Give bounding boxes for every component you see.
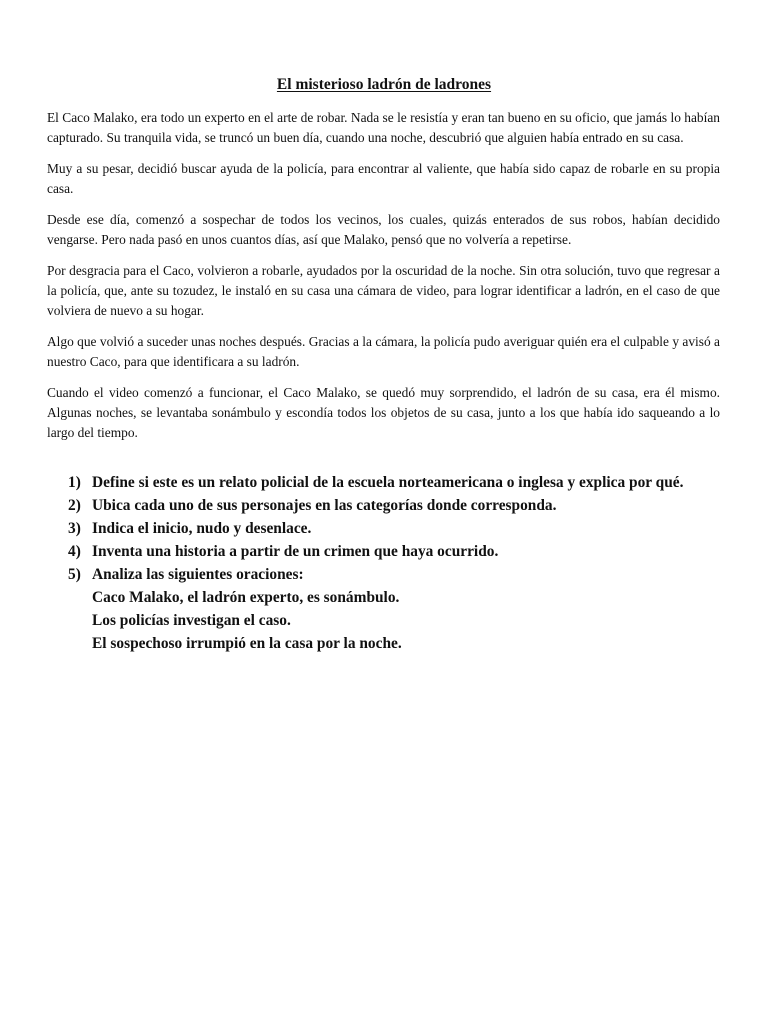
- question-number: 2): [68, 497, 81, 514]
- story-paragraph-6: Cuando el video comenzó a funcionar, el Caco Malako, se quedó muy sorprendido, el ladrón de su casa, era él mismo. Algunas noches, se levantaba sonámbulo y escondía todos los objetos de su casa, junto a los que había ido saqueando a lo largo del tiempo.: [47, 385, 720, 440]
- question-text: Define si este es un relato policial de la escuela norteamericana o inglesa y explica por qué.: [92, 474, 684, 491]
- question-number: 4): [68, 543, 81, 560]
- document-title: El misterioso ladrón de ladrones: [276, 76, 492, 93]
- question-4: [68, 540, 722, 563]
- analysis-sentence-3: El sospechoso irrumpió en la casa por la noche.: [92, 635, 402, 652]
- question-number: 3): [68, 520, 81, 537]
- story-body: [47, 108, 720, 454]
- question-text: Ubica cada uno de sus personajes en las categorías donde corresponda.: [92, 497, 557, 514]
- story-paragraph-3: Desde ese día, comenzó a sospechar de todos los vecinos, los cuales, quizás enterados de sus robos, habían decidido vengarse. Pero nada pasó en unos cuantos días, así que Malako, pensó que no volvería a repetirse.: [47, 212, 720, 247]
- question-1: [68, 471, 722, 494]
- analysis-sentence-2: Los policías investigan el caso.: [92, 612, 291, 629]
- questions-list: [68, 471, 722, 655]
- question-5: [68, 563, 722, 655]
- story-paragraph-4: Por desgracia para el Caco, volvieron a robarle, ayudados por la oscuridad de la noche. Sin otra solución, tuvo que regresar a la policía, que, ante su tozudez, le instaló en su casa una cámara de video, para lograr identificar a ladrón, en el caso de que volviera de nuevo a su hogar.: [47, 263, 720, 318]
- question-number: 5): [68, 566, 81, 583]
- story-paragraph-5: Algo que volvió a suceder unas noches después. Gracias a la cámara, la policía pudo averiguar quién era el culpable y avisó a nuestro Caco, para que identificara a su ladrón.: [47, 334, 720, 369]
- question-text: Inventa una historia a partir de un crimen que haya ocurrido.: [92, 543, 499, 560]
- question-text: Indica el inicio, nudo y desenlace.: [92, 520, 312, 537]
- question-number: 1): [68, 474, 81, 491]
- question-text: Analiza las siguientes oraciones:: [92, 566, 304, 583]
- analysis-sentence-1: Caco Malako, el ladrón experto, es sonámbulo.: [92, 589, 400, 606]
- story-paragraph-1: El Caco Malako, era todo un experto en el arte de robar. Nada se le resistía y eran tan bueno en su oficio, que jamás lo habían capturado. Su tranquila vida, se truncó un buen día, cuando una noche, descubrió que alguien había entrado en su casa.: [47, 110, 720, 145]
- story-paragraph-2: Muy a su pesar, decidió buscar ayuda de la policía, para encontrar al valiente, que había sido capaz de robarle en su propia casa.: [47, 161, 720, 196]
- question-3: [68, 517, 722, 540]
- question-2: [68, 494, 722, 517]
